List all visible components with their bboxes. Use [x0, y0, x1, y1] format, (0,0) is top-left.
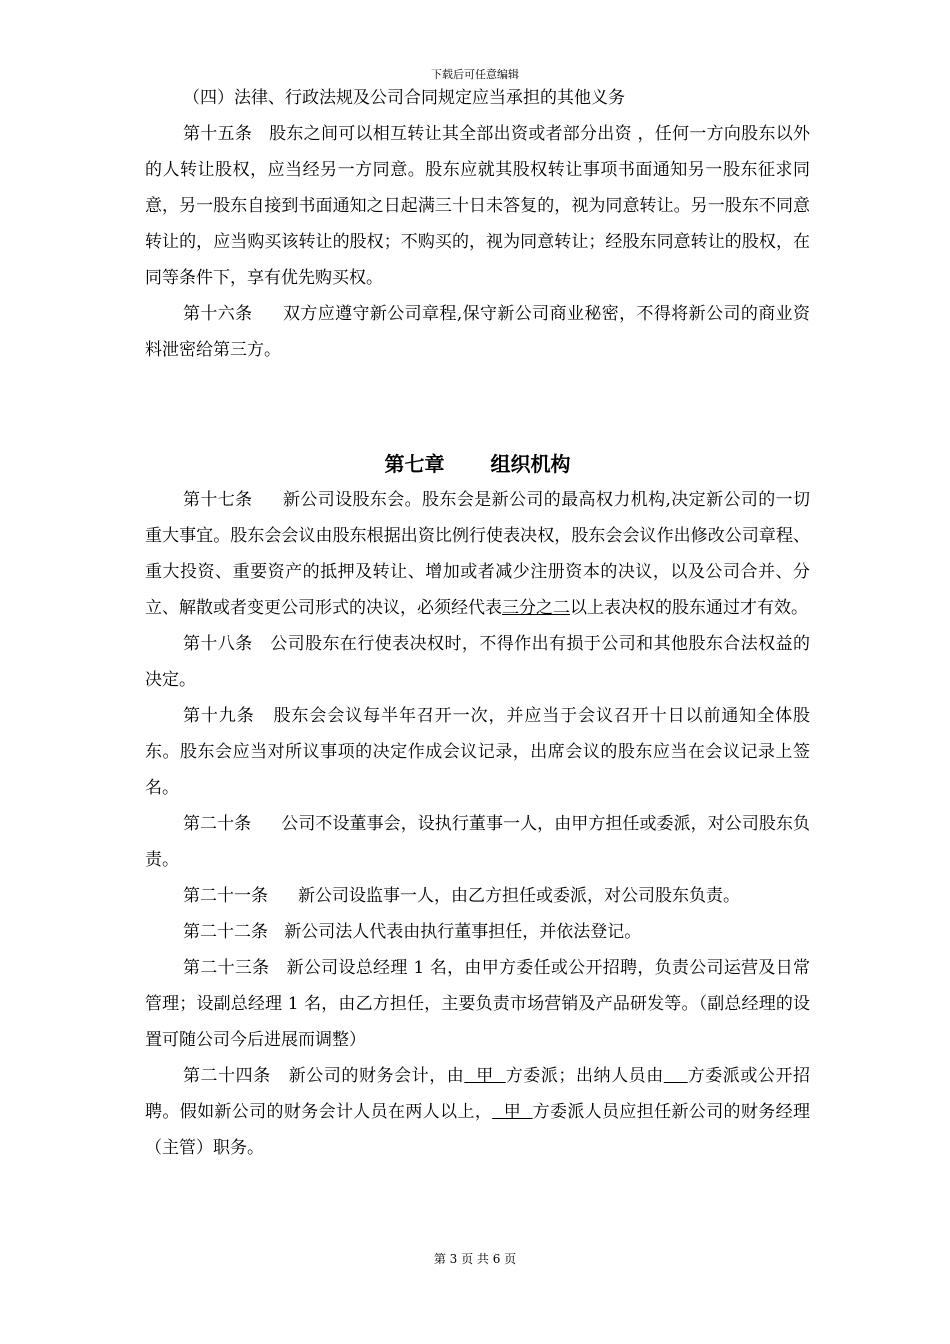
- article-20-text: 公司不设董事会，设执行董事一人，由甲方担任或委派，对公司股东负责。: [145, 814, 811, 870]
- article-24-text-c: 方委派或公开招聘。假如新公司的财务会计人员在两人以上，: [145, 1066, 811, 1122]
- cashier-party-blank: [664, 1066, 688, 1086]
- article-22-label: 第二十二条: [183, 922, 268, 942]
- article-21-text: 新公司设监事一人，由乙方担任或委派，对公司股东负责。: [298, 886, 740, 906]
- article-18: [145, 626, 810, 698]
- page-footer: 第 3 页 共 6 页: [433, 1252, 517, 1266]
- article-18-text: 公司股东在行使表决权时，不得作出有损于公司和其他股东合法权益的决定。: [145, 634, 811, 690]
- article-23: [145, 950, 810, 1058]
- article-16-text: 双方应遵守新公司章程,保守新公司商业秘密，不得将新公司的商业资料泄密给第三方。: [145, 304, 811, 360]
- article-24: [145, 1058, 810, 1166]
- article-24-label: 第二十四条: [183, 1066, 271, 1086]
- article-24-text-d: 方委派人员应担任新公司的财务经理（主管）职务。: [145, 1102, 810, 1158]
- article-16-label: 第十六条: [183, 304, 253, 324]
- article-17-text: 新公司设股东会。股东会是新公司的最高权力机构,决定新公司的一切重大事宜。股东会会议由股东根据出资比例行使表决权，股东会会议作出修改公司章程、重大投资、重要资产的抵押及转让、增加或者减少注册资本的决议，以及公司合并、分立、解散或者变更公司形式的决议，必须经代表: [145, 490, 811, 618]
- article-22-text: 新公司法人代表由执行董事担任，并依法登记。: [284, 922, 642, 942]
- article-15-text: 股东之间可以相互转让其全部出资或者部分出资 ，任何一方向股东以外的人转让股权，应当经另一方同意。股东应就其股权转让事项书面通知另一股东征求同意，另一股东自接到书面通知之日起满三十日未答复的，视为同意转让。另一股东不同意转让的，应当购买该转让的股权；不购买的，视为同意转让；经股东同意转让的股权，在同等条件下，享有优先购买权。: [145, 124, 810, 288]
- article-24-text-b: 方委派；出纳人员由: [505, 1066, 664, 1086]
- article-19: [145, 698, 810, 806]
- article-17: [145, 482, 810, 626]
- page-header: 下载后可任意编辑: [431, 68, 519, 81]
- article-15: [145, 116, 810, 296]
- article-21-label: 第二十一条: [183, 886, 268, 906]
- chapter-number: 第七章: [384, 452, 445, 476]
- manager-party-blank: 甲: [492, 1102, 533, 1122]
- article-21: [145, 878, 810, 914]
- article-20: [145, 806, 810, 878]
- accountant-party-blank: 甲: [464, 1066, 506, 1086]
- chapter-title: 组织机构: [490, 452, 571, 476]
- obligation-4: （四）法律、行政法规及公司合同规定应当承担的其他义务: [183, 88, 625, 108]
- article-15-label: 第十五条: [183, 124, 253, 144]
- document-body: [145, 80, 810, 1166]
- article-18-label: 第十八条: [183, 634, 253, 654]
- article-24-text: 新公司的财务会计，由: [288, 1066, 465, 1086]
- article-20-label: 第二十条: [183, 814, 252, 834]
- article-17-text-end: 以上表决权的股东通过才有效。: [570, 598, 808, 618]
- article-22: [145, 914, 810, 950]
- article-23-label: 第二十三条: [183, 958, 270, 978]
- article-19-text: 股东会会议每半年召开一次，并应当于会议召开十日以前通知全体股东。股东会应当对所议事项的决定作成会议记录，出席会议的股东应当在会议记录上签名。: [145, 706, 811, 798]
- article-19-label: 第十九条: [183, 706, 255, 726]
- two-thirds-underlined: 三分之二: [502, 598, 570, 618]
- article-16: [145, 296, 810, 368]
- article-23-text: 新公司设总经理 1 名，由甲方委任或公开招聘，负责公司运营及日常管理；设副总经理 1 名，由乙方担任，主要负责市场营销及产品研发等。（副总经理的设置可随公司今后进展而调整）: [145, 958, 810, 1050]
- article-17-label: 第十七条: [183, 490, 253, 510]
- chapter-heading: [145, 446, 810, 482]
- section-gap: [145, 368, 810, 446]
